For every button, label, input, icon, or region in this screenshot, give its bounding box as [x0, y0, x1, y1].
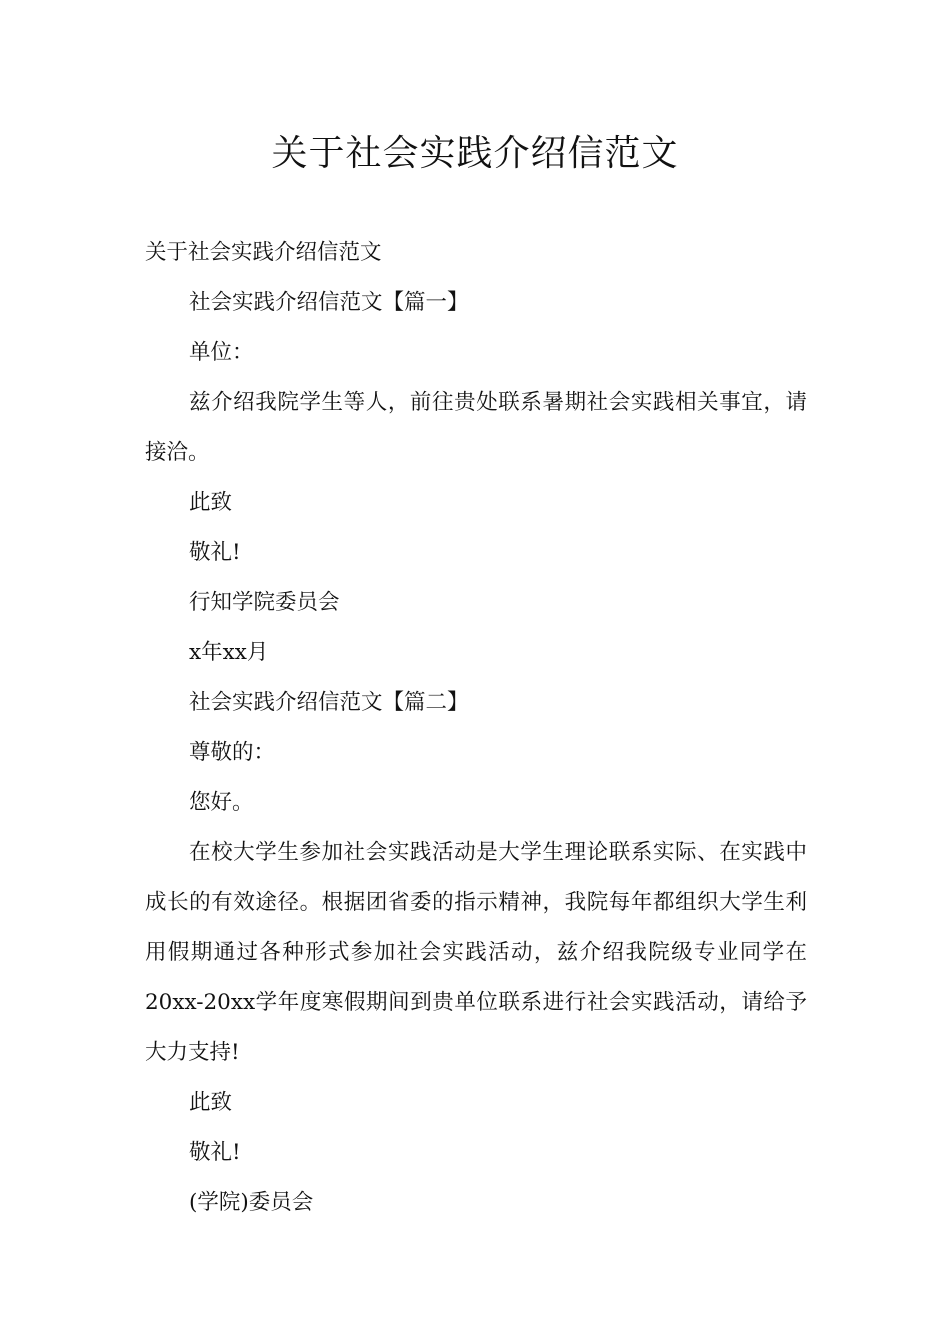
signature-paragraph: 行知学院委员会 [189, 590, 340, 615]
document-body [145, 228, 807, 1228]
salutation-paragraph: 单位： [189, 340, 254, 365]
page-title: 关于社会实践介绍信范文 [271, 133, 679, 174]
closing-paragraph: 敬礼! [189, 540, 241, 565]
salutation-paragraph: 尊敬的： [189, 740, 276, 765]
closing-paragraph: 此致 [189, 490, 233, 515]
body-paragraph: 兹介绍我院学生等人，前往贵处联系暑期社会实践相关事宜，请接洽。 [145, 390, 807, 465]
section-heading-2: 社会实践介绍信范文【篇二】 [189, 690, 469, 715]
body-paragraph: 在校大学生参加社会实践活动是大学生理论联系实际、在实践中成长的有效途径。根据团省委的指示精神，我院每年都组织大学生利用假期通过各种形式参加社会实践活动，兹介绍我院级专业同学在20xx-20xx学年度寒假期间到贵单位联系进行社会实践活动，请给予大力支持! [145, 840, 807, 1065]
subtitle-paragraph: 关于社会实践介绍信范文 [145, 240, 382, 265]
section-heading-1: 社会实践介绍信范文【篇一】 [189, 290, 469, 315]
closing-paragraph: 此致 [189, 1090, 233, 1115]
date-paragraph: x年xx月 [189, 640, 269, 665]
greeting-paragraph: 您好。 [189, 790, 254, 815]
closing-paragraph: 敬礼! [189, 1140, 241, 1165]
signature-paragraph: (学院)委员会 [189, 1190, 314, 1215]
